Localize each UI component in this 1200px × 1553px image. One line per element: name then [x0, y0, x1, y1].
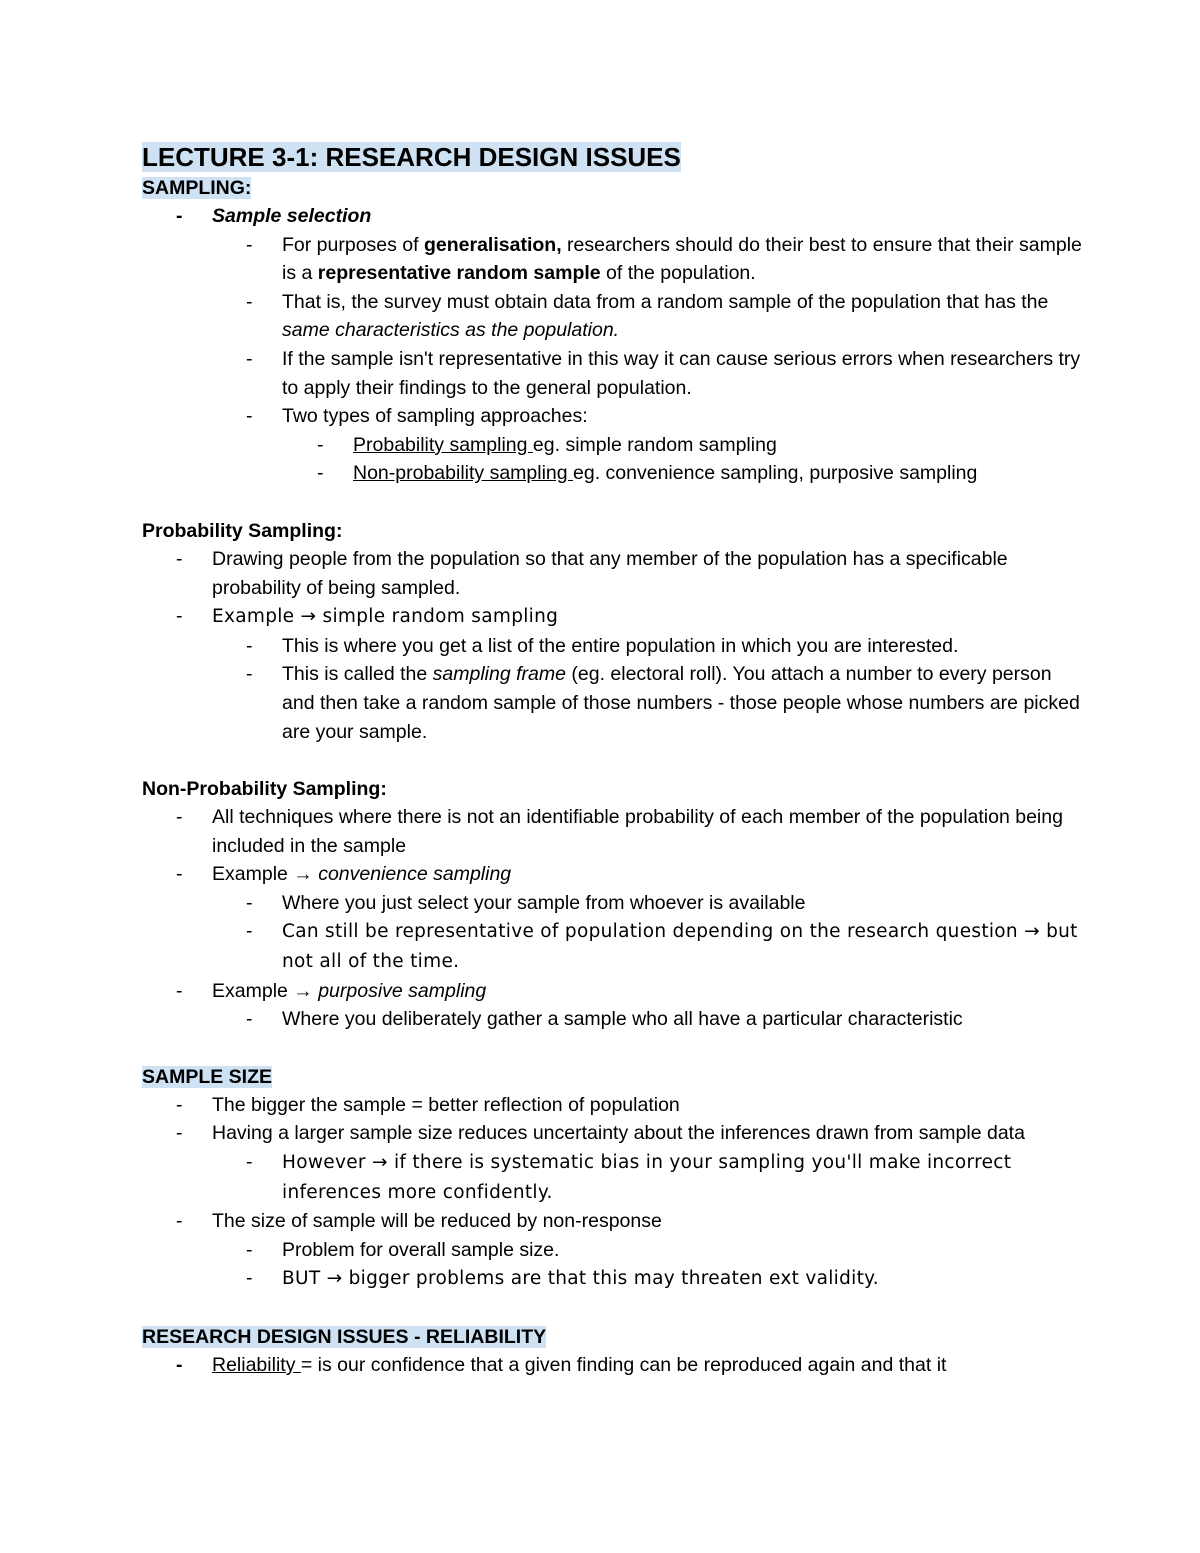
spacer — [142, 1034, 1082, 1063]
text-run: However → if there is systematic bias in your sampling you'll make incorrect inferences more confidently. — [282, 1152, 1012, 1203]
list-item — [142, 1264, 1082, 1294]
document-content — [142, 140, 1082, 1380]
text-run-underlined: Probability sampling — [353, 433, 533, 456]
text-run: The size of sample will be reduced by non-response — [212, 1210, 662, 1233]
list-item — [142, 545, 1082, 602]
bullet-dash: - — [176, 1354, 183, 1376]
list-item — [142, 917, 1082, 976]
spacer — [142, 1294, 1082, 1323]
text-run: Problem for overall sample size. — [282, 1238, 560, 1261]
text-run: Where you deliberately gather a sample who all have a particular characteristic — [282, 1008, 963, 1031]
bullet-dash: - — [246, 1238, 253, 1261]
text-run-bold: representative random sample — [317, 262, 601, 285]
section-heading-sample-size — [142, 1063, 1082, 1091]
list-item — [142, 402, 1082, 431]
bullet-dash: - — [246, 290, 253, 313]
bullet-dash: - — [176, 205, 183, 227]
text-run: This is where you get a list of the entire population in which you are interested. — [282, 634, 959, 657]
text-run: Two types of sampling approaches: — [282, 405, 588, 428]
text-run: Having a larger sample size reduces uncertainty about the inferences drawn from sample data — [212, 1122, 1025, 1145]
list-item — [142, 1236, 1082, 1265]
text-run-underlined: Non-probability sampling — [353, 462, 574, 485]
bullet-dash: - — [317, 433, 324, 456]
text-run: Drawing people from the population so that any member of the population has a specificable probability of being sampled. — [212, 547, 1008, 599]
bullet-dash: - — [246, 1267, 253, 1290]
bullet-dash: - — [246, 1151, 253, 1174]
list-item — [142, 1005, 1082, 1034]
list-item — [142, 459, 1082, 488]
page-title — [142, 140, 1082, 174]
spacer — [142, 746, 1082, 775]
bullet-dash: - — [317, 462, 324, 485]
text-run: (eg. electoral roll). You attach a number to every person and then take a random sample of those numbers - those people whose numbers are picked are your sample. — [282, 663, 1080, 743]
list-item — [142, 602, 1082, 632]
bullet-dash: - — [176, 806, 183, 829]
text-run: researchers should do their best to ensure that their sample is a — [282, 233, 1082, 285]
bullet-dash: - — [176, 1210, 183, 1233]
text-run: If the sample isn't representative in this way it can cause serious errors when researchers try to apply their findings to the general population. — [282, 347, 1081, 399]
text-run: Example → — [212, 863, 319, 886]
list-item — [142, 803, 1082, 860]
bullet-dash: - — [176, 1093, 183, 1116]
list-item — [142, 632, 1082, 661]
text-run: eg. simple random sampling — [532, 433, 777, 456]
section-heading-sampling — [142, 174, 1082, 202]
list-item — [142, 345, 1082, 402]
text-run-italic: purposive sampling — [318, 979, 487, 1002]
text-run: eg. convenience sampling, purposive sampling — [573, 462, 978, 485]
list-item — [142, 288, 1082, 345]
list-item — [142, 1351, 1082, 1380]
bullet-dash: - — [176, 605, 183, 628]
text-run: All techniques where there is not an identifiable probability of each member of the population being included in the sample — [212, 806, 1063, 857]
bullet-dash: - — [246, 405, 253, 428]
bullet-dash: - — [176, 863, 183, 886]
text-run: That is, the survey must obtain data from a random sample of the population that has the — [282, 290, 1049, 313]
bullet-dash: - — [246, 233, 253, 256]
text-run: of the population. — [600, 262, 756, 285]
list-item — [142, 202, 1082, 231]
section-heading-non-probability: Non-Probability Sampling: — [142, 778, 387, 801]
bullet-dash: - — [246, 663, 253, 686]
section-heading-reliability-text: RESEARCH DESIGN ISSUES - RELIABILITY — [142, 1326, 547, 1348]
sample-selection-label: Sample selection — [212, 205, 372, 227]
list-item — [142, 1148, 1082, 1207]
list-item — [142, 1091, 1082, 1120]
text-run: Can still be representative of population depending on the research question → but not all of the time. — [282, 921, 1078, 973]
bullet-dash: - — [176, 1122, 183, 1145]
section-heading-sampling-text: SAMPLING: — [142, 177, 252, 199]
text-run: = is our confidence that a given finding can be reproduced again and that it — [300, 1354, 947, 1376]
bullet-dash: - — [246, 920, 253, 943]
text-run-italic: convenience sampling — [318, 863, 512, 886]
bullet-dash: - — [246, 347, 253, 370]
bullet-dash: - — [246, 891, 253, 914]
text-run: Example → simple random sampling — [212, 606, 559, 628]
bullet-dash: - — [246, 634, 253, 657]
list-item — [142, 889, 1082, 918]
text-run-italic: sampling frame — [432, 663, 566, 686]
list-item — [142, 1207, 1082, 1236]
section-heading-probability: Probability Sampling: — [142, 519, 343, 542]
list-item — [142, 977, 1082, 1006]
list-item — [142, 431, 1082, 460]
bullet-dash: - — [176, 547, 183, 570]
bullet-dash: - — [176, 979, 183, 1002]
text-run: For purposes of — [282, 233, 424, 256]
text-run: This is called the — [282, 663, 433, 686]
section-heading-sample-size-text: SAMPLE SIZE — [142, 1065, 273, 1088]
list-item — [142, 1119, 1082, 1148]
text-run: Where you just select your sample from whoever is available — [282, 891, 806, 914]
spacer — [142, 488, 1082, 517]
bullet-dash: - — [246, 1008, 253, 1031]
text-run: Example → — [212, 979, 319, 1002]
list-item — [142, 231, 1082, 288]
section-heading-reliability — [142, 1323, 1082, 1351]
text-run: The bigger the sample = better reflection of population — [212, 1093, 680, 1116]
text-run-italic: same characteristics as the population. — [282, 319, 620, 342]
list-item — [142, 660, 1082, 746]
text-run: BUT → bigger problems are that this may threaten ext validity. — [282, 1268, 879, 1290]
list-item — [142, 860, 1082, 889]
page-title-text: LECTURE 3-1: RESEARCH DESIGN ISSUES — [142, 142, 681, 172]
text-run-bold: generalisation, — [423, 233, 562, 256]
text-run-underlined: Reliability — [212, 1354, 301, 1376]
